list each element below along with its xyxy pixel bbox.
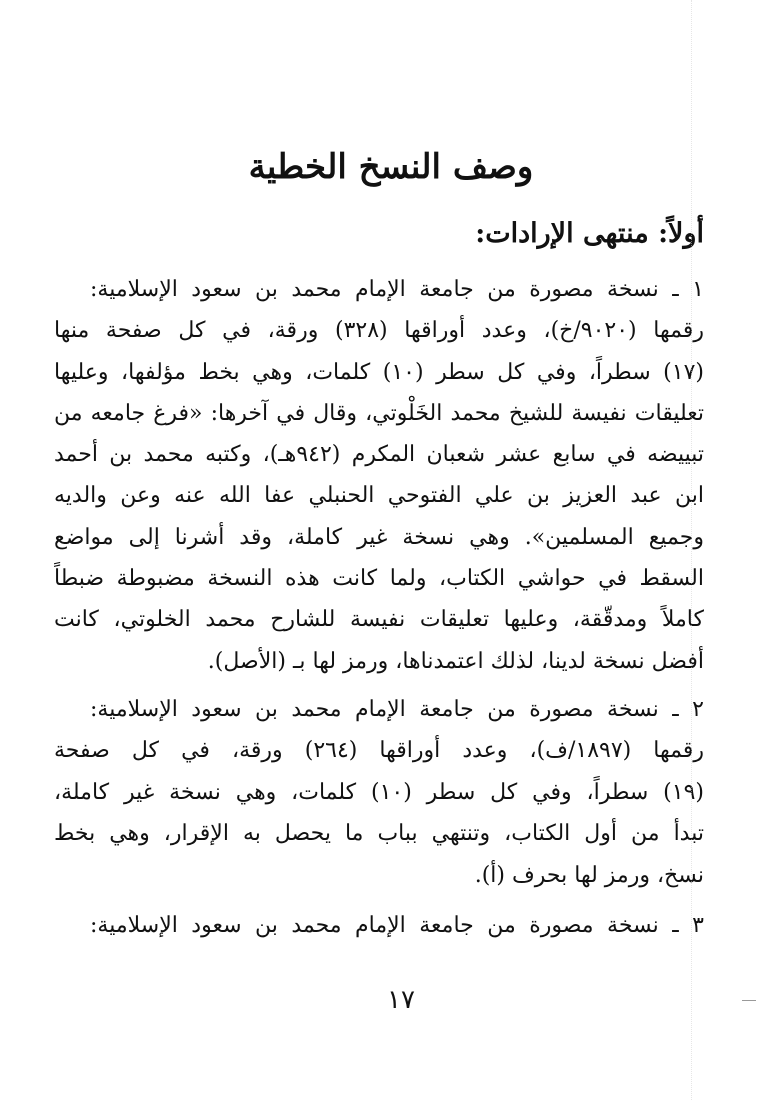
text-line: تبييضه في سابع عشر شعبان المكرم (٩٤٢هـ)، وكتبه محمد بن أحمد [54,442,704,467]
text-line: تبدأ من أول الكتاب، وتنتهي بباب ما يحصل به الإقرار، وهي بخط [54,821,704,846]
text-line: (١٩) سطراً، وفي كل سطر (١٠) كلمات، وهي نسخة غير كاملة، [54,780,704,805]
text-line: ١ ـ نسخة مصورة من جامعة الإمام محمد بن سعود الإسلامية: [90,277,704,302]
section-heading: أولاً: منتهى الإرادات: [475,218,704,249]
text-line: رقمها (١٨٩٧/ف)، وعدد أوراقها (٢٦٤) ورقة، في كل صفحة [54,738,704,763]
text-line: نسخ، ورمز لها بحرف (أ). [474,863,704,888]
text-line: أفضل نسخة لدينا، لذلك اعتمدناها، ورمز لها بـ (الأصل). [207,649,704,674]
text-line: تعليقات نفيسة للشيخ محمد الخَلْوتي، وقال في آخرها: «فرغ جامعه من [54,401,704,426]
text-line: ابن عبد العزيز بن علي الفتوحي الحنبلي عفا الله عنه وعن والديه [54,483,704,508]
scan-mark [742,1000,756,1001]
page-number: ١٧ [387,985,415,1015]
text-line: ٢ ـ نسخة مصورة من جامعة الإمام محمد بن سعود الإسلامية: [90,697,704,722]
scan-edge-divider [689,0,692,1100]
text-line: ٣ ـ نسخة مصورة من جامعة الإمام محمد بن سعود الإسلامية: [90,913,704,938]
text-line: (١٧) سطراً، وفي كل سطر (١٠) كلمات، وهي بخط مؤلفها، وعليها [54,360,704,385]
text-line: كاملاً ومدقّقة، وعليها تعليقات نفيسة للشارح محمد الخلوتي، كانت [54,607,704,632]
text-line: وجميع المسلمين». وهي نسخة غير كاملة، وقد أشرنا إلى مواضع [54,525,704,550]
text-line: السقط في حواشي الكتاب، ولما كانت هذه النسخة مضبوطة ضبطاً [54,566,704,591]
page-title: وصف النسخ الخطية [248,147,534,187]
text-line: رقمها (٩٠٢٠/خ)، وعدد أوراقها (٣٢٨) ورقة، في كل صفحة منها [54,318,704,343]
